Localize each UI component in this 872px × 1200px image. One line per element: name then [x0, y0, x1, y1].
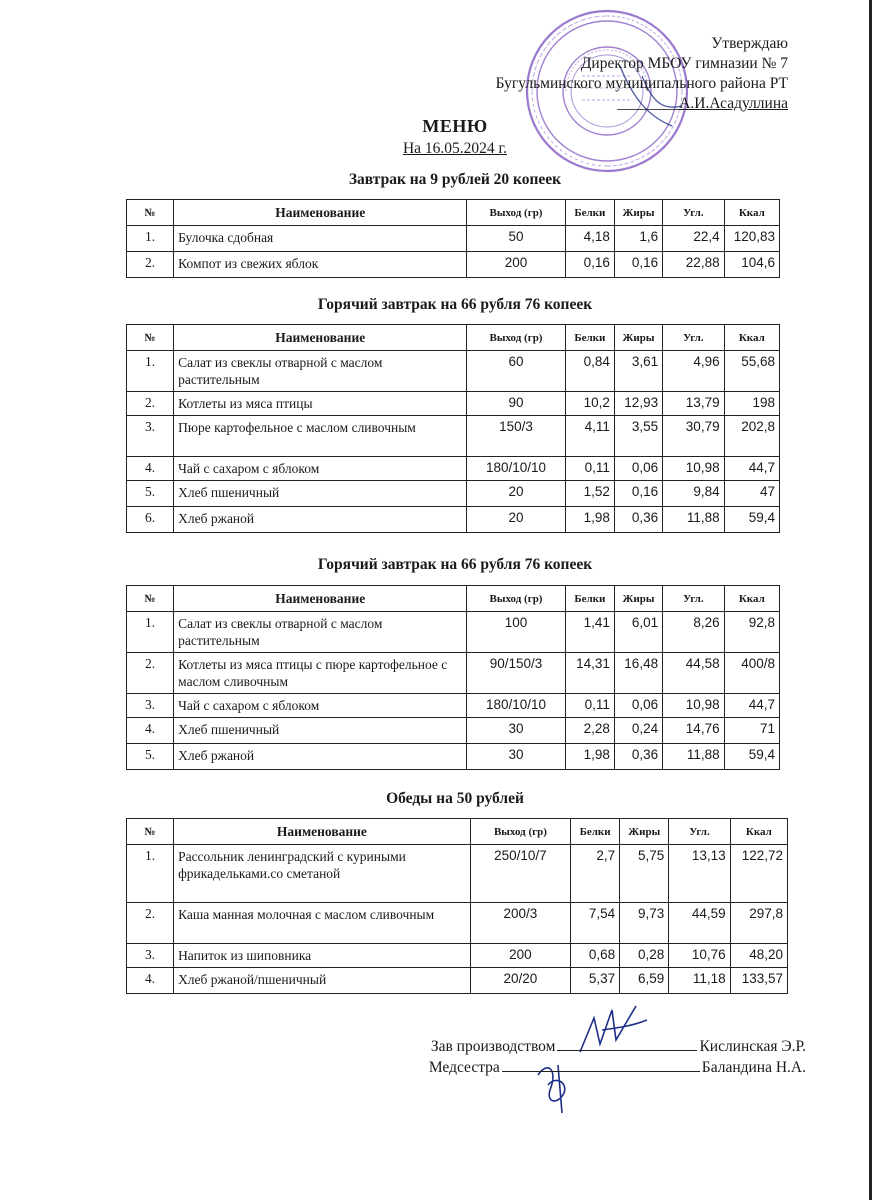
cell-fat: 0,28 [620, 944, 669, 968]
cell-carbs: 10,76 [669, 944, 730, 968]
cell-fat: 12,93 [614, 392, 662, 416]
header-protein: Белки [565, 586, 614, 612]
cell-carbs: 11,88 [663, 744, 725, 770]
header-carbs: Угл. [663, 200, 725, 226]
cell-name: Каша манная молочная с маслом сливочным [174, 903, 471, 944]
cell-protein: 1,98 [565, 507, 614, 533]
cell-carbs: 10,98 [663, 694, 725, 718]
cell-carbs: 30,79 [663, 416, 725, 457]
cell-protein: 0,11 [565, 457, 614, 481]
header-kcal: Ккал [730, 819, 787, 845]
header-protein: Белки [565, 325, 614, 351]
cell-name: Хлеб пшеничный [174, 718, 467, 744]
table-row [127, 507, 780, 533]
table-row [127, 845, 788, 903]
table-row [127, 481, 780, 507]
cell-num: 3. [127, 694, 174, 718]
table-row [127, 694, 780, 718]
cell-fat: 3,61 [614, 351, 662, 392]
cell-kcal: 104,6 [724, 252, 779, 278]
cell-carbs: 11,88 [663, 507, 725, 533]
cell-protein: 4,11 [565, 416, 614, 457]
header-output: Выход (гр) [470, 819, 570, 845]
cell-kcal: 71 [724, 718, 779, 744]
cell-carbs: 22,88 [663, 252, 725, 278]
approval-block [496, 34, 788, 114]
header-fat: Жиры [614, 325, 662, 351]
header-carbs: Угл. [669, 819, 730, 845]
cell-carbs: 13,13 [669, 845, 730, 903]
menu-table [126, 818, 788, 994]
approval-heading: Утверждаю [711, 35, 788, 52]
cell-kcal: 59,4 [724, 507, 779, 533]
table-header-row [127, 200, 780, 226]
cell-name: Салат из свеклы отварной с маслом растительным [174, 351, 467, 392]
cell-carbs: 4,96 [663, 351, 725, 392]
cell-fat: 0,24 [614, 718, 662, 744]
cell-fat: 0,16 [614, 252, 662, 278]
cell-name: Рассольник ленинградский с куриными фрикадельками.со сметаной [174, 845, 471, 903]
signature-block [429, 1036, 806, 1078]
cell-protein: 10,2 [565, 392, 614, 416]
cell-num: 1. [127, 226, 174, 252]
cell-protein: 0,84 [565, 351, 614, 392]
table-row [127, 612, 780, 653]
header-fat: Жиры [620, 819, 669, 845]
approval-signature-blank: ________ [617, 95, 680, 112]
cell-name: Хлеб пшеничный [174, 481, 467, 507]
cell-kcal: 92,8 [724, 612, 779, 653]
page-title: МЕНЮ [422, 116, 488, 136]
header-name: Наименование [174, 200, 467, 226]
section-title: Горячий завтрак на 66 рубля 76 копеек [317, 296, 593, 313]
cell-kcal: 59,4 [724, 744, 779, 770]
cell-output: 200 [467, 252, 565, 278]
cell-output: 60 [467, 351, 565, 392]
cell-name: Котлеты из мяса птицы с пюре картофельное с маслом сливочным [174, 653, 467, 694]
cell-fat: 9,73 [620, 903, 669, 944]
table-header-row [127, 325, 780, 351]
menu-date: На 16.05.2024 г. [402, 140, 508, 157]
cell-carbs: 14,76 [663, 718, 725, 744]
cell-output: 250/10/7 [470, 845, 570, 903]
cell-output: 200/3 [470, 903, 570, 944]
header-kcal: Ккал [724, 200, 779, 226]
cell-fat: 0,16 [614, 481, 662, 507]
cell-name: Хлеб ржаной/пшеничный [174, 968, 471, 994]
cell-protein: 0,11 [565, 694, 614, 718]
approval-position: Директор МБОУ гимназии № 7 [580, 55, 788, 72]
cell-num: 4. [127, 968, 174, 994]
cell-output: 150/3 [467, 416, 565, 457]
menu-table [126, 585, 780, 770]
cell-name: Пюре картофельное с маслом сливочным [174, 416, 467, 457]
section-title: Горячий завтрак на 66 рубля 76 копеек [317, 556, 593, 573]
menu-table [126, 199, 780, 278]
cell-fat: 6,59 [620, 968, 669, 994]
header-carbs: Угл. [663, 325, 725, 351]
cell-name: Котлеты из мяса птицы [174, 392, 467, 416]
cell-num: 5. [127, 744, 174, 770]
table-row [127, 392, 780, 416]
table-row [127, 718, 780, 744]
cell-num: 2. [127, 392, 174, 416]
cell-fat: 16,48 [614, 653, 662, 694]
cell-output: 30 [467, 718, 565, 744]
cell-name: Компот из свежих яблок [174, 252, 467, 278]
nurse-signature-line [429, 1057, 806, 1078]
cell-num: 1. [127, 612, 174, 653]
cell-carbs: 8,26 [663, 612, 725, 653]
cell-output: 180/10/10 [467, 694, 565, 718]
cell-output: 20/20 [470, 968, 570, 994]
table-header-row [127, 586, 780, 612]
cell-fat: 0,36 [614, 744, 662, 770]
cell-kcal: 122,72 [730, 845, 787, 903]
header-kcal: Ккал [724, 586, 779, 612]
cell-num: 2. [127, 903, 174, 944]
signature-underline [557, 1036, 697, 1051]
cell-num: 5. [127, 481, 174, 507]
cell-kcal: 198 [724, 392, 779, 416]
cell-output: 50 [467, 226, 565, 252]
header-fat: Жиры [614, 200, 662, 226]
production-label: Зав производством [430, 1038, 556, 1055]
cell-carbs: 44,59 [669, 903, 730, 944]
cell-name: Чай с сахаром с яблоком [174, 457, 467, 481]
table-row [127, 944, 788, 968]
cell-fat: 0,06 [614, 694, 662, 718]
menu-table [126, 324, 780, 533]
table-row [127, 968, 788, 994]
cell-output: 90 [467, 392, 565, 416]
cell-protein: 1,52 [565, 481, 614, 507]
approval-director-name: А.И.Асадуллина [679, 95, 788, 112]
cell-output: 30 [467, 744, 565, 770]
header-num: № [127, 586, 174, 612]
header-num: № [127, 819, 174, 845]
cell-protein: 4,18 [565, 226, 614, 252]
table-row [127, 744, 780, 770]
cell-kcal: 44,7 [724, 457, 779, 481]
cell-kcal: 202,8 [724, 416, 779, 457]
cell-carbs: 44,58 [663, 653, 725, 694]
cell-kcal: 47 [724, 481, 779, 507]
cell-protein: 1,41 [565, 612, 614, 653]
header-protein: Белки [565, 200, 614, 226]
header-carbs: Угл. [663, 586, 725, 612]
cell-num: 2. [127, 653, 174, 694]
signature-underline [502, 1057, 700, 1072]
header-kcal: Ккал [724, 325, 779, 351]
cell-fat: 3,55 [614, 416, 662, 457]
table-header-row [127, 819, 788, 845]
table-row [127, 416, 780, 457]
cell-protein: 2,7 [571, 845, 620, 903]
cell-output: 20 [467, 507, 565, 533]
cell-protein: 2,28 [565, 718, 614, 744]
cell-output: 200 [470, 944, 570, 968]
cell-kcal: 44,7 [724, 694, 779, 718]
cell-output: 180/10/10 [467, 457, 565, 481]
header-num: № [127, 325, 174, 351]
cell-fat: 0,06 [614, 457, 662, 481]
cell-kcal: 400/8 [724, 653, 779, 694]
cell-name: Чай с сахаром с яблоком [174, 694, 467, 718]
header-num: № [127, 200, 174, 226]
cell-kcal: 297,8 [730, 903, 787, 944]
section-title: Обеды на 50 рублей [386, 790, 524, 807]
cell-num: 1. [127, 845, 174, 903]
cell-name: Булочка сдобная [174, 226, 467, 252]
nurse-name: Баландина Н.А. [701, 1059, 806, 1076]
cell-num: 3. [127, 416, 174, 457]
section-title: Завтрак на 9 рублей 20 копеек [348, 171, 562, 188]
cell-protein: 0,16 [565, 252, 614, 278]
table-row [127, 252, 780, 278]
cell-kcal: 55,68 [724, 351, 779, 392]
cell-carbs: 9,84 [663, 481, 725, 507]
header-output: Выход (гр) [467, 586, 565, 612]
production-signature-line [429, 1036, 806, 1057]
cell-name: Салат из свеклы отварной с маслом растительным [174, 612, 467, 653]
cell-protein: 7,54 [571, 903, 620, 944]
cell-name: Напиток из шиповника [174, 944, 471, 968]
cell-num: 3. [127, 944, 174, 968]
cell-name: Хлеб ржаной [174, 744, 467, 770]
header-output: Выход (гр) [467, 325, 565, 351]
header-name: Наименование [174, 586, 467, 612]
cell-num: 4. [127, 457, 174, 481]
cell-carbs: 11,18 [669, 968, 730, 994]
cell-fat: 6,01 [614, 612, 662, 653]
cell-num: 2. [127, 252, 174, 278]
cell-carbs: 22,4 [663, 226, 725, 252]
cell-name: Хлеб ржаной [174, 507, 467, 533]
table-row [127, 903, 788, 944]
cell-output: 90/150/3 [467, 653, 565, 694]
cell-num: 1. [127, 351, 174, 392]
cell-num: 6. [127, 507, 174, 533]
cell-output: 100 [467, 612, 565, 653]
table-row [127, 226, 780, 252]
nurse-label: Медсестра [428, 1059, 500, 1076]
production-name: Кислинская Э.Р. [699, 1038, 806, 1055]
table-row [127, 653, 780, 694]
cell-protein: 1,98 [565, 744, 614, 770]
cell-protein: 5,37 [571, 968, 620, 994]
cell-kcal: 48,20 [730, 944, 787, 968]
header-output: Выход (гр) [467, 200, 565, 226]
cell-fat: 5,75 [620, 845, 669, 903]
cell-carbs: 13,79 [663, 392, 725, 416]
cell-num: 4. [127, 718, 174, 744]
cell-kcal: 120,83 [724, 226, 779, 252]
header-fat: Жиры [614, 586, 662, 612]
table-row [127, 351, 780, 392]
cell-output: 20 [467, 481, 565, 507]
cell-carbs: 10,98 [663, 457, 725, 481]
header-name: Наименование [174, 819, 471, 845]
table-row [127, 457, 780, 481]
cell-protein: 0,68 [571, 944, 620, 968]
header-name: Наименование [174, 325, 467, 351]
header-protein: Белки [571, 819, 620, 845]
approval-organization: Бугульминского муниципального района РТ [495, 75, 788, 92]
cell-fat: 0,36 [614, 507, 662, 533]
cell-fat: 1,6 [614, 226, 662, 252]
cell-protein: 14,31 [565, 653, 614, 694]
cell-kcal: 133,57 [730, 968, 787, 994]
approval-signature-line [496, 94, 788, 114]
